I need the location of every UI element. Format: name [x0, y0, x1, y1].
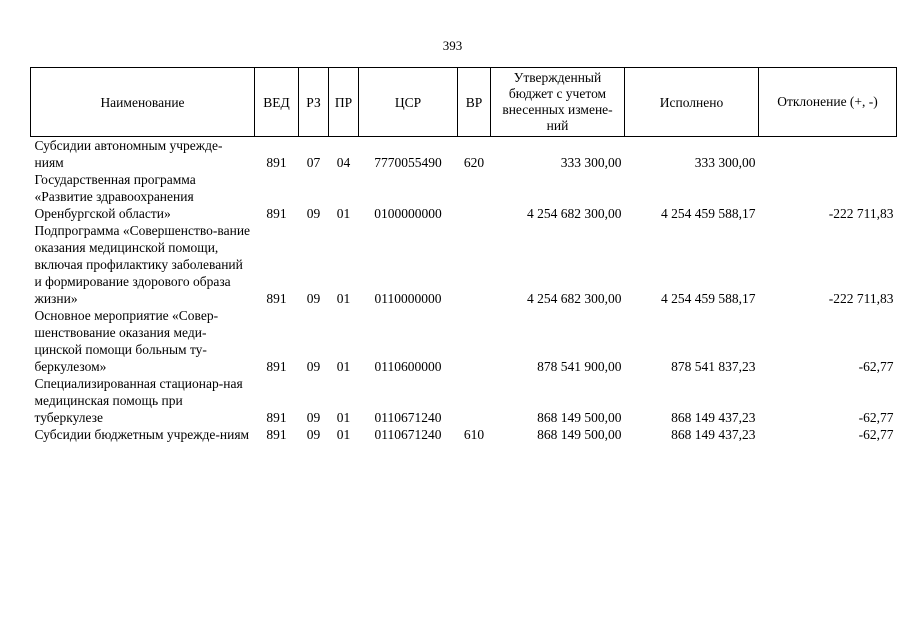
- table-row: [31, 426, 897, 443]
- row-approved: 868 149 500,00: [537, 427, 622, 442]
- row-csr: 0110600000: [374, 359, 442, 374]
- row-executed: 4 254 459 588,17: [661, 206, 756, 221]
- row-approved: 878 541 900,00: [537, 359, 622, 374]
- row-ved: 891: [266, 291, 287, 306]
- table-header-row: [31, 68, 897, 137]
- row-csr: 7770055490: [374, 155, 442, 170]
- row-vr: [458, 222, 491, 307]
- row-rz: 09: [306, 427, 321, 442]
- col-header-ved: ВЕД: [255, 68, 299, 137]
- row-vr: 610: [463, 427, 485, 442]
- row-vr: 620: [463, 155, 485, 170]
- row-approved: 868 149 500,00: [537, 410, 622, 425]
- row-executed: 868 149 437,23: [671, 410, 756, 425]
- col-header-pr: ПР: [329, 68, 359, 137]
- col-header-rz: РЗ: [299, 68, 329, 137]
- row-csr: 0100000000: [374, 206, 442, 221]
- table-row: [31, 171, 897, 222]
- row-rz: 09: [306, 410, 321, 425]
- row-deviation: -222 711,83: [828, 206, 894, 221]
- row-vr: [458, 171, 491, 222]
- row-vr: [458, 375, 491, 426]
- row-executed: 878 541 837,23: [671, 359, 756, 374]
- row-approved: 333 300,00: [560, 155, 622, 170]
- table-row: [31, 375, 897, 426]
- row-ved: 891: [266, 359, 287, 374]
- col-header-name: Наименование: [31, 68, 255, 137]
- row-rz: 09: [306, 359, 321, 374]
- table-row: [31, 137, 897, 172]
- row-csr: 0110671240: [374, 427, 442, 442]
- budget-table: [30, 67, 897, 443]
- row-name: Основное мероприятие «Совер-шенствование оказания меди-цинской помощи больным ту-беркулезом»: [34, 308, 219, 374]
- page-number: 393: [442, 38, 463, 53]
- row-pr: 01: [336, 291, 351, 306]
- row-pr: 01: [336, 206, 351, 221]
- row-vr: [458, 307, 491, 375]
- table-row: [31, 307, 897, 375]
- row-ved: 891: [266, 427, 287, 442]
- row-ved: 891: [266, 410, 287, 425]
- row-name: Подпрограмма «Совершенство-вание оказания медицинской помощи, включая профилактику заболеваний и формирование здорового образа жизни»: [34, 223, 251, 306]
- row-approved: 4 254 682 300,00: [527, 206, 622, 221]
- row-pr: 01: [336, 359, 351, 374]
- row-executed: 4 254 459 588,17: [661, 291, 756, 306]
- row-csr: 0110000000: [374, 291, 442, 306]
- row-csr: 0110671240: [374, 410, 442, 425]
- col-header-approved: Утвержденный бюджет с учетом внесенных измене-ний: [491, 68, 625, 137]
- col-header-deviation: Отклонение (+, -): [759, 68, 897, 137]
- col-header-vr: ВР: [458, 68, 491, 137]
- row-deviation: -62,77: [858, 359, 894, 374]
- row-name: Специализированная стационар-ная медицинская помощь при туберкулезе: [34, 376, 243, 425]
- row-deviation: [759, 137, 897, 172]
- row-rz: 09: [306, 206, 321, 221]
- col-header-csr: ЦСР: [359, 68, 458, 137]
- row-pr: 01: [336, 410, 351, 425]
- row-name: Субсидии бюджетным учрежде-ниям: [34, 427, 250, 442]
- row-executed: 333 300,00: [694, 155, 756, 170]
- row-rz: 09: [306, 291, 321, 306]
- col-header-executed: Исполнено: [625, 68, 759, 137]
- row-deviation: -222 711,83: [828, 291, 894, 306]
- row-executed: 868 149 437,23: [671, 427, 756, 442]
- row-name: Субсидии автономным учрежде-ниям: [34, 138, 223, 170]
- row-rz: 07: [306, 155, 321, 170]
- row-ved: 891: [266, 155, 287, 170]
- row-pr: 04: [336, 155, 351, 170]
- row-ved: 891: [266, 206, 287, 221]
- row-pr: 01: [336, 427, 351, 442]
- row-name: Государственная программа «Развитие здравоохранения Оренбургской области»: [34, 172, 196, 221]
- table-row: [31, 222, 897, 307]
- row-deviation: -62,77: [858, 410, 894, 425]
- row-approved: 4 254 682 300,00: [527, 291, 622, 306]
- row-deviation: -62,77: [858, 427, 894, 442]
